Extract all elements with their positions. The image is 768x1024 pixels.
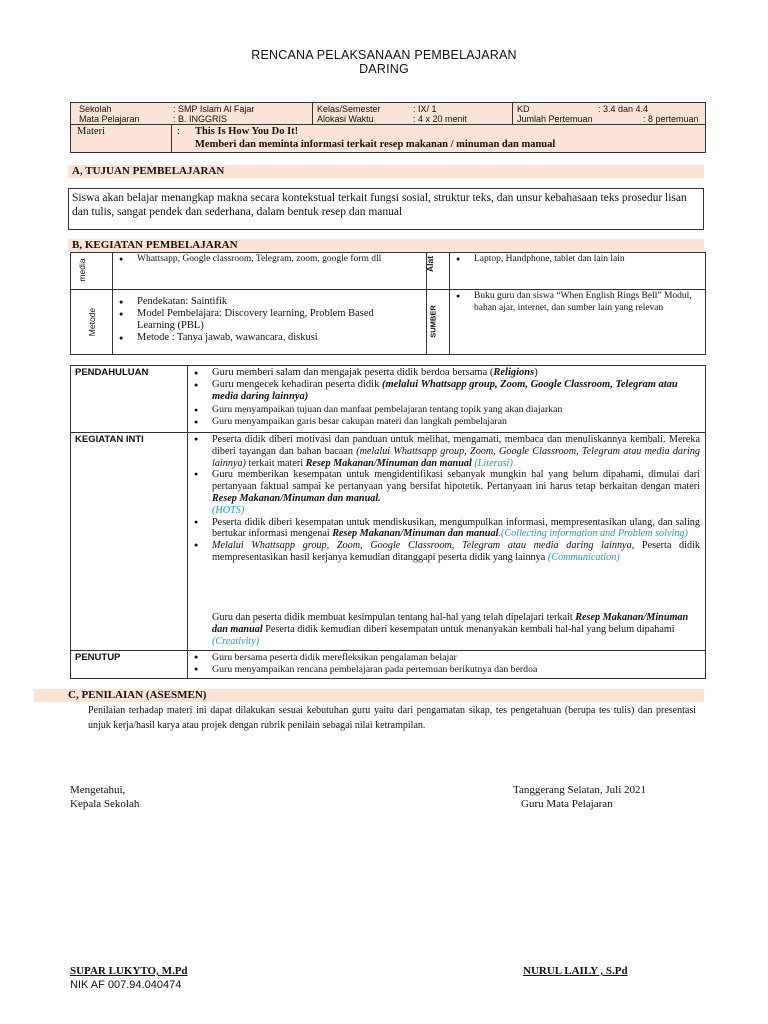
kd-label: KD bbox=[517, 104, 530, 114]
penutup-label: PENUTUP bbox=[75, 652, 121, 663]
signature-left-line2: Kepala Sekolah bbox=[70, 798, 140, 810]
section-b-heading: B, KEGIATAN PEMBELAJARAN bbox=[68, 239, 704, 252]
alokasi-value: : 4 x 20 menit bbox=[413, 114, 468, 124]
alat-label: Alat bbox=[425, 255, 435, 273]
metode-item: ● Model Pembelajara: Discovery learning, Problem Based Learning (PBL) bbox=[113, 308, 413, 332]
pertemuan-value: : 8 pertemuan bbox=[643, 114, 699, 124]
pendahuluan-item: ● Guru menyampaikan garis besar cakupan materi dan langkah pembelajaran bbox=[188, 416, 700, 428]
pendahuluan-item: ● Guru memberi salam dan mengajak peserta didik berdoa bersama (Religions) bbox=[188, 367, 700, 379]
inti-item: ● Guru memberikan kesempatan untuk mengidentifikasi sebanyak mungkin hal yang belum dipahami, dimulai dari pertanyaan faktual sampai ke pertanyaan yang bersifat hipotetik. Pertanyaan ini harus tetap berkaitan dengan materi Resep Makanan/Minuman dan manual. (HOTS) bbox=[188, 469, 700, 516]
kd-value: : 3.4 dan 4.4 bbox=[598, 104, 649, 114]
teacher-name: NURUL LAILY , S.Pd bbox=[523, 965, 628, 977]
signature-right-line1: Tanggerang Selatan, Juli 2021 bbox=[513, 784, 647, 796]
principal-nik: NIK AF 007.94.040474 bbox=[70, 979, 182, 991]
alokasi-label: Alokasi Waktu bbox=[317, 114, 374, 124]
document-subtitle: DARING bbox=[359, 62, 409, 76]
materi-row bbox=[70, 124, 706, 153]
materi-colon: : bbox=[177, 126, 180, 137]
metode-item: ● Metode : Tanya jawab, wawancara, diskusi bbox=[113, 332, 413, 344]
kegiatan-inti-label: KEGIATAN INTI bbox=[75, 434, 144, 445]
sekolah-label: Sekolah bbox=[79, 104, 112, 114]
inti-item: ● Peserta didik diberi kesempatan untuk mendiskusikan, mengumpulkan informasi, mempresentasikan ulang, dan saling bertukar informasi mengenai Resep Makanan/Minuman dan manual.(Collecting information and Problem solving) bbox=[188, 517, 700, 541]
metode-list bbox=[113, 296, 413, 344]
inti-item: ● Peserta didik diberi motivasi dan panduan untuk melihat, mengamati, membaca dan menuliskannya kembali. Mereka diberi tayangan dan bahan bacaan (melalui Whattsapp group, Zoom, Google Classroom, Telegram atau media daring lainnya) terkait materi Resep Makanan/Minuman dan manual (Literasi) bbox=[188, 434, 700, 469]
section-c-heading: C, PENILAIAN (ASESMEN) bbox=[34, 689, 704, 702]
section-c-text: Penilaian terhadap materi ini dapat dilakukan sesuai kebutuhan guru yaitu dari pengamatan sikap, tes pengetahuan (berupa tes tulis) dan presentasi unjuk kerja/hasil karya atau projek dengan rubrik penilain sebagai nilai ketrampilan. bbox=[88, 705, 696, 731]
sumber-item: ● Buku guru dan siswa “When English Rings Bell” Modul, bahan ajar, internet, dan sumber lain yang relevan bbox=[450, 291, 705, 314]
section-a-heading: A, TUJUAN PEMBELAJARAN bbox=[68, 165, 704, 178]
principal-name: SUPAR LUKYTO, M.Pd bbox=[70, 965, 188, 977]
kegiatan-table bbox=[70, 252, 706, 355]
media-list bbox=[113, 254, 403, 266]
kegiatan-inti-list bbox=[188, 434, 700, 564]
pertemuan-label: Jumlah Pertemuan bbox=[517, 114, 593, 124]
sumber-list bbox=[450, 291, 705, 314]
media-item: ● Whattsapp, Google classroom, Telegram, zoom, google form dll bbox=[113, 254, 403, 266]
inti-conclusion: Guru dan peserta didik membuat kesimpulan tentang hal-hal yang telah dipelajari terkait Resep Makanan/Minuman dan manual Peserta didik kemudian diberi kesempatan untuk menanyakan kembali hal-hal yang belum dipahami (Creativity) bbox=[212, 612, 689, 647]
pendahuluan-item: ● Guru mengecek kehadiran peserta didik (melalui Whattsapp group, Zoom, Google Classroom, Telegram atau media daring lainnya) bbox=[188, 379, 700, 403]
mapel-label: Mata Pelajaran bbox=[79, 114, 140, 124]
pendahuluan-label: PENDAHULUAN bbox=[75, 367, 149, 378]
inti-item: ● Melalui Whattsapp group, Zoom, Google Classroom, Telegram atau media daring lainnya, Peserta didik mempresentasikan hasil kerjanya kemudian ditanggapi peserta didik yang lainnya (Communication) bbox=[188, 540, 700, 564]
activities-table bbox=[70, 365, 706, 679]
kelas-value: : IX/ 1 bbox=[413, 104, 437, 114]
metode-label: Metode bbox=[87, 307, 97, 337]
sekolah-value: : SMP Islam Al Fajar bbox=[173, 104, 255, 114]
penutup-item: ● Guru bersama peserta didik merefleksikan pengalaman belajar bbox=[188, 652, 700, 664]
kelas-label: Kelas/Semester bbox=[317, 104, 381, 114]
mapel-value: : B. INGGRIS bbox=[173, 114, 228, 124]
pendahuluan-item: ● Guru menyampaikan tujuan dan manfaat pembelajaran tentang topik yang akan diajarkan bbox=[188, 404, 700, 416]
media-label: media bbox=[77, 258, 87, 282]
alat-item: ● Laptop, Handphone, tablet dan lain lain bbox=[450, 254, 700, 266]
sumber-label: SUMBER bbox=[428, 305, 438, 338]
alat-list bbox=[450, 254, 700, 266]
materi-title: This Is How You Do It! bbox=[195, 126, 299, 137]
penutup-item: ● Guru menyampaikan rencana pembelajaran pada pertemuan berikutnya dan berdoa bbox=[188, 664, 700, 676]
penutup-list bbox=[188, 652, 700, 676]
pendahuluan-list bbox=[188, 367, 700, 428]
signature-right-line2: Guru Mata Pelajaran bbox=[521, 798, 613, 810]
header-table bbox=[70, 102, 706, 125]
materi-description: Memberi dan meminta informasi terkait resep makanan / minuman dan manual bbox=[195, 139, 556, 150]
materi-label: Materi bbox=[77, 126, 105, 137]
signature-left-line1: Mengetahui, bbox=[70, 784, 126, 796]
section-a-text: Siswa akan belajar menangkap makna secara kontekstual terkait fungsi sosial, struktur teks, dan unsur kebahasaan teks prosedur lisan dan tulis, sangat pendek dan sederhana, dalam bentuk resep dan manual bbox=[68, 188, 704, 230]
metode-item: ● Pendekatan: Saintifik bbox=[113, 296, 413, 308]
document-title: RENCANA PELAKSANAAN PEMBELAJARAN bbox=[251, 48, 517, 62]
